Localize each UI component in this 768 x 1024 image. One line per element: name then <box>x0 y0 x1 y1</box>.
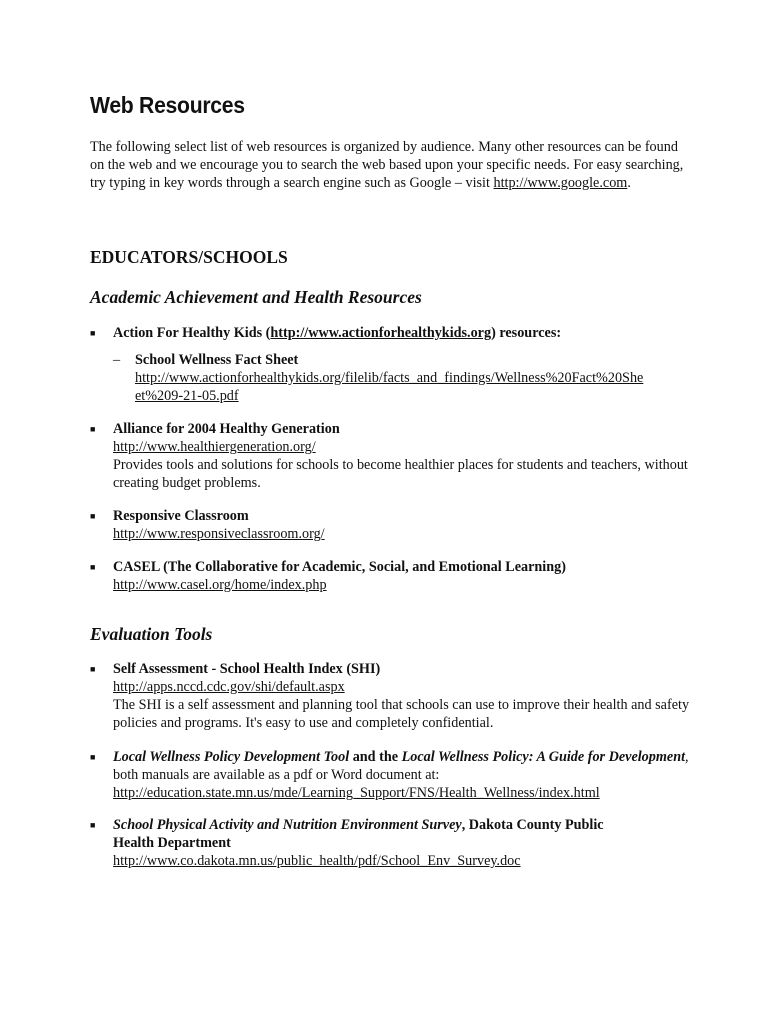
lwp-rest: , both manuals are available as a pdf or Word document at: <box>113 749 689 783</box>
list-item <box>90 420 690 492</box>
afhk-link[interactable]: http://www.actionforhealthykids.org <box>270 325 492 341</box>
fact-sheet-title: School Wellness Fact Sheet <box>135 352 299 368</box>
bullet-icon: ■ <box>90 328 96 338</box>
dash-icon: – <box>113 352 121 368</box>
dakota-link[interactable]: http://www.co.dakota.mn.us/public_health/pdf/School_Env_Survey.doc <box>113 853 521 869</box>
responsive-link[interactable]: http://www.responsiveclassroom.org/ <box>113 526 325 542</box>
bullet-icon: ■ <box>90 562 96 572</box>
sub-list-item <box>90 351 690 405</box>
bullet-icon: ■ <box>90 664 96 674</box>
list-item <box>90 660 690 732</box>
casel-link[interactable]: http://www.casel.org/home/index.php <box>113 577 327 593</box>
shi-desc: The SHI is a self assessment and planning tool that schools can use to improve their health and safety policies and programs. It's easy to use and completely confidential. <box>113 697 690 731</box>
list-item <box>90 558 690 594</box>
dakota-survey-title: School Physical Activity and Nutrition Environment Survey <box>113 817 462 833</box>
alliance-desc: Provides tools and solutions for schools to become healthier places for students and teachers, without creating budget problems. <box>113 457 688 491</box>
lwp-tool-title: Local Wellness Policy Development Tool <box>113 749 350 765</box>
section-heading: EDUCATORS/SCHOOLS <box>90 247 288 267</box>
lwp-link[interactable]: http://education.state.mn.us/mde/Learning_Support/FNS/Health_Wellness/index.html <box>113 785 600 801</box>
page-title: Web Resources <box>90 92 245 118</box>
intro-paragraph <box>90 138 685 192</box>
bullet-icon: ■ <box>90 424 96 434</box>
afhk-name: Action For Healthy Kids ( <box>113 325 271 341</box>
alliance-link[interactable]: http://www.healthiergeneration.org/ <box>113 439 316 455</box>
fact-sheet-link-part1[interactable]: http://www.actionforhealthykids.org/filelib/facts_and_findings/Wellness%20Fact%20She <box>135 370 644 386</box>
list-item <box>90 748 690 802</box>
academic-heading: Academic Achievement and Health Resources <box>90 287 422 307</box>
list-item <box>90 816 690 870</box>
intro-end: . <box>627 175 631 191</box>
bullet-icon: ■ <box>90 511 96 521</box>
bullet-icon: ■ <box>90 820 96 830</box>
bullet-icon: ■ <box>90 752 96 762</box>
alliance-name: Alliance for 2004 Healthy Generation <box>113 421 340 437</box>
evaluation-heading: Evaluation Tools <box>90 624 213 644</box>
shi-name: Self Assessment - School Health Index (SHI) <box>113 661 381 677</box>
casel-name: CASEL (The Collaborative for Academic, Social, and Emotional Learning) <box>113 559 566 575</box>
fact-sheet-link-part2[interactable]: et%209-21-05.pdf <box>135 388 239 404</box>
list-item <box>90 324 690 342</box>
responsive-name: Responsive Classroom <box>113 508 249 524</box>
lwp-guide-title: Local Wellness Policy: A Guide for Development <box>401 749 686 765</box>
list-item <box>90 507 690 543</box>
dakota-org: , Dakota County Public Health Department <box>113 817 604 851</box>
shi-link[interactable]: http://apps.nccd.cdc.gov/shi/default.aspx <box>113 679 345 695</box>
afhk-suffix: ) resources: <box>491 325 562 341</box>
lwp-and: and the <box>349 749 402 765</box>
google-link[interactable]: http://www.google.com <box>493 175 628 191</box>
intro-text: The following select list of web resources is organized by audience. Many other resources can be found on the web and we encourage you to search the web based upon your specific needs. For easy searching, try typing in key words through a search engine such as Google – visit <box>90 139 684 191</box>
